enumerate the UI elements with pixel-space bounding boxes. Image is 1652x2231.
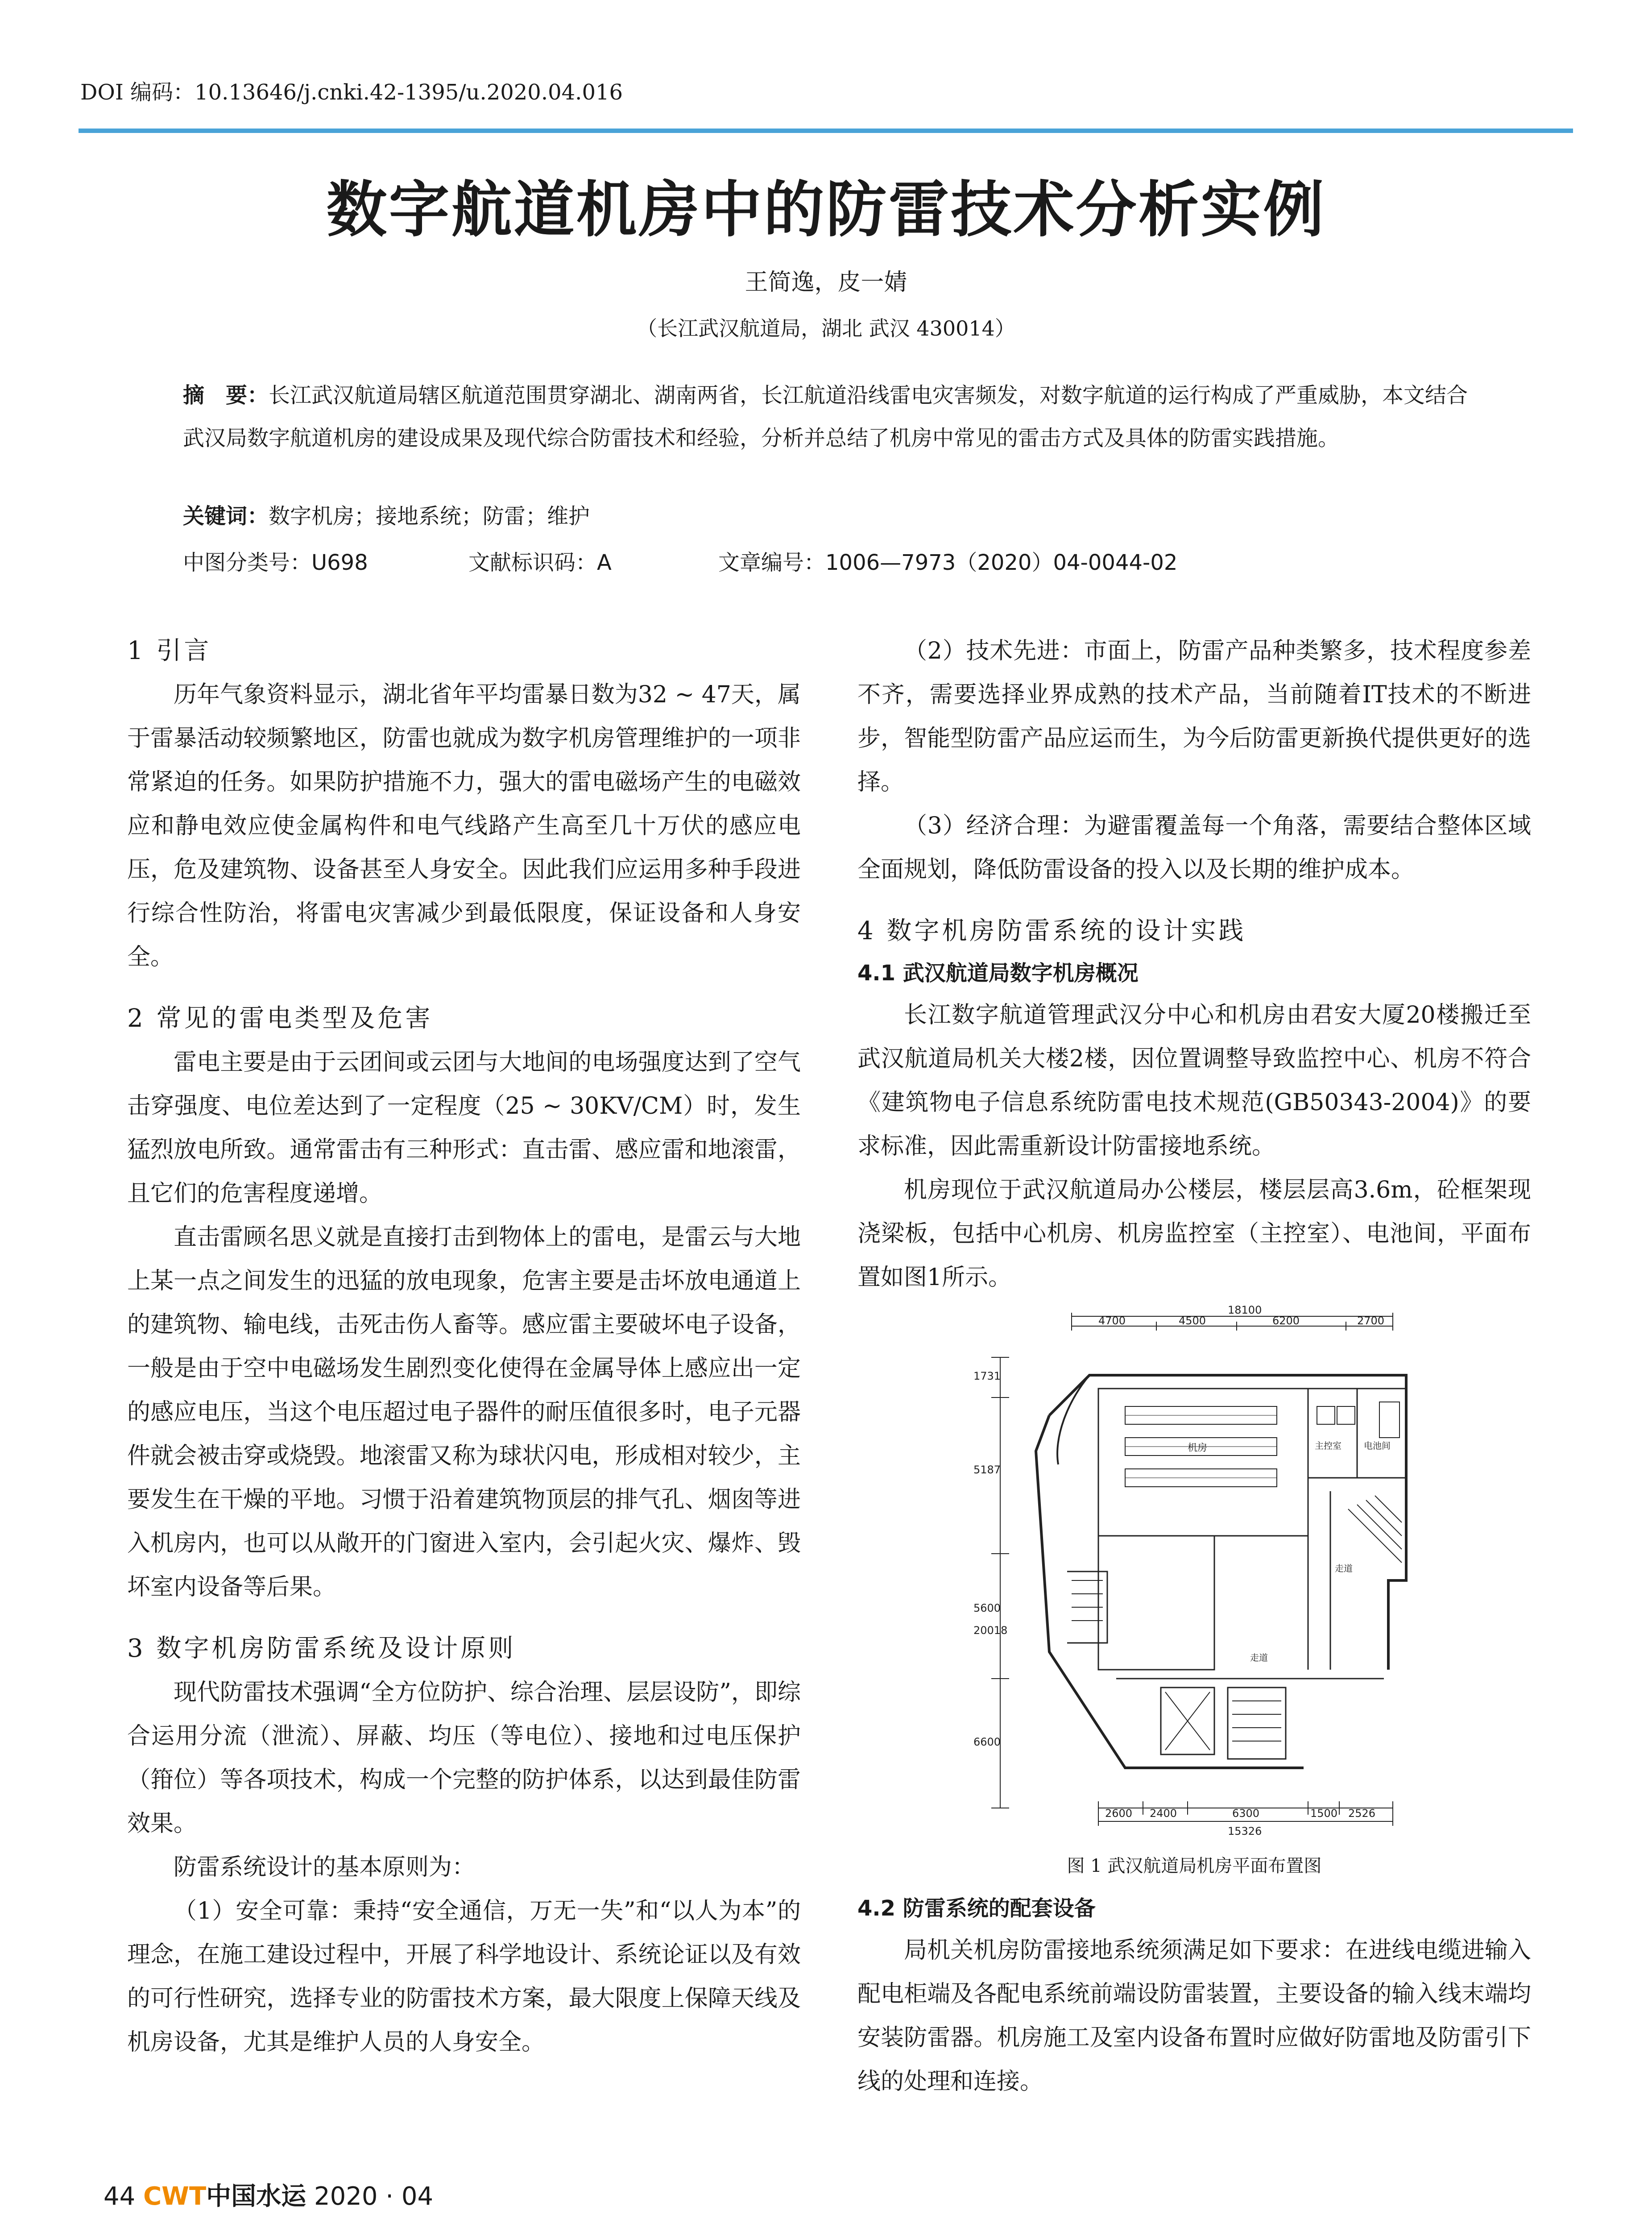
doc-code: 文献标识码：A (468, 550, 612, 575)
section-1-heading: 1 引言 (127, 636, 212, 665)
left-column (127, 629, 801, 2064)
abstract-text: 长江武汉航道局辖区航道范围贯穿湖北、湖南两省，长江航道沿线雷电灾害频发，对数字航道的运行构成了严重威胁，本文结合武汉局数字航道机房的建设成果及现代综合防雷技术和经验，分析并总结了机房中常见的雷击方式及具体的防雷实践措施。 (183, 383, 1468, 451)
keywords (183, 499, 1477, 530)
section-3-paragraph-2: 防雷系统设计的基本原则为： (174, 1854, 476, 1881)
corridor-label-2: 走道 (1250, 1652, 1268, 1663)
dim-bottom-2: 2400 (1150, 1807, 1177, 1820)
section-4-1-heading: 4.1 武汉航道局数字机房概况 (857, 961, 1139, 986)
journal-issue: 2020 · 04 (314, 2182, 434, 2211)
dim-total-top: 18100 (1228, 1304, 1262, 1316)
section-3-paragraph-5: （3）经济合理：为避雷覆盖每一个角落，需要结合整体区域全面规划，降低防雷设备的投入以及长期的维护成本。 (857, 813, 1531, 883)
section-4-1-paragraph-2: 机房现位于武汉航道局办公楼层，楼层层高3.6m，砼框架现浇梁板，包括中心机房、机房监控室（主控室）、电池间，平面布置如图1所示。 (857, 1177, 1531, 1291)
classification-line (183, 545, 1177, 576)
page-footer (104, 2177, 433, 2212)
section-2-paragraph-1: 雷电主要是由于云团间或云团与大地间的电场强度达到了空气击穿强度、电位差达到了一定程度（25 ~ 30KV/CM）时，发生猛烈放电所致。通常雷击有三种形式：直击雷、感应雷和地滚雷，且它们的危害程度递增。 (127, 1049, 801, 1207)
dim-top-1: 4700 (1098, 1315, 1126, 1327)
section-4-2-paragraph-1: 局机关机房防雷接地系统须满足如下要求：在进线电缆进输入配电柜端及各配电系统前端设防雷装置，主要设备的输入线末端均安装防雷器。机房施工及室内设备布置时应做好防雷地及防雷引下线的处理和连接。 (857, 1937, 1531, 2095)
dim-top-3: 6200 (1272, 1315, 1300, 1327)
floor-plan-drawing (857, 1304, 1531, 1848)
dim-left-2: 5187 (973, 1464, 1001, 1476)
section-2-paragraph-2: 直击雷顾名思义就是直接打击到物体上的雷电，是雷云与大地上某一点之间发生的迅猛的放电现象，危害主要是击坏放电通道上的建筑物、输电线，击死击伤人畜等。感应雷主要破坏电子设备，一般是由于空中电磁场发生剧烈变化使得在金属导体上感应出一定的感应电压，当这个电压超过电子器件的耐压值很多时，电子元器件就会被击穿或烧毁。地滚雷又称为球状闪电，形成相对较少，主要发生在干燥的平地。习惯于沿着建筑物顶层的排气孔、烟囱等进入机房内，也可以从敞开的门窗进入室内，会引起火灾、爆炸、毁坏室内设备等后果。 (127, 1224, 801, 1601)
dim-bottom-3: 6300 (1232, 1807, 1260, 1820)
dim-bottom-4: 1500 (1310, 1807, 1338, 1820)
dim-bottom-5: 2526 (1348, 1807, 1376, 1820)
dim-total-bottom: 15326 (1228, 1825, 1262, 1837)
section-3-paragraph-1: 现代防雷技术强调“全方位防护、综合治理、层层设防”，即综合运用分流（泄流）、屏蔽、均压（等电位）、接地和过电压保护（箝位）等各项技术，构成一个完整的防护体系，以达到最佳防雷效果。 (127, 1679, 801, 1837)
abstract (183, 374, 1477, 460)
right-column (857, 629, 1531, 2103)
section-3-paragraph-3: （1）安全可靠：秉持“安全通信，万无一失”和“以人为本”的理念，在施工建设过程中，开展了科学地设计、系统论证以及有效的可行性研究，选择专业的防雷技术方案，最大限度上保障天线及机房设备，尤其是维护人员的人身安全。 (127, 1898, 801, 2056)
article-title: 数字航道机房中的防雷技术分析实例 (326, 174, 1326, 245)
section-1-paragraph: 历年气象资料显示，湖北省年平均雷暴日数为32 ~ 47天，属于雷暴活动较频繁地区，防雷也就成为数字机房管理维护的一项非常紧迫的任务。如果防护措施不力，强大的雷电磁场产生的电磁效应和静电效应使金属构件和电气线路产生高至几十万伏的感应电压，危及建筑物、设备甚至人身安全。因此我们应运用多种手段进行综合性防治，将雷电灾害减少到最低限度，保证设备和人身安全。 (127, 681, 801, 970)
clc-number: 中图分类号：U698 (183, 550, 368, 575)
dim-left-1: 1731 (973, 1370, 1001, 1382)
section-4-1-paragraph-1: 长江数字航道管理武汉分中心和机房由君安大厦20楼搬迁至武汉航道局机关大楼2楼，因位置调整导致监控中心、机房不符合《建筑物电子信息系统防雷电技术规范(GB50343-2004)》的要求标准，因此需重新设计防雷接地系统。 (857, 1002, 1531, 1160)
dim-top-2: 4500 (1179, 1315, 1206, 1327)
dim-bottom-1: 2600 (1105, 1807, 1133, 1820)
page-number: 44 (104, 2182, 136, 2211)
article-authors: 王简逸，皮一婧 (745, 269, 907, 296)
section-2-heading: 2 常见的雷电类型及危害 (127, 1004, 433, 1033)
room-machine-label: 机房 (1188, 1443, 1208, 1454)
corridor-label-1: 走道 (1335, 1563, 1353, 1574)
doi-line: DOI 编码：10.13646/j.cnki.42-1395/u.2020.04.016 (80, 80, 623, 105)
keywords-label: 关键词： (183, 504, 269, 529)
keywords-text: 数字机房；接地系统；防雷；维护 (269, 504, 590, 529)
header-rule (79, 129, 1573, 133)
room-battery-label: 电池间 (1364, 1440, 1391, 1451)
figure-caption: 图 1 武汉航道局机房平面布置图 (1067, 1856, 1322, 1876)
journal-brand: CWT (143, 2182, 207, 2211)
abstract-label: 摘 要： (183, 383, 269, 408)
dim-left-4: 20018 (973, 1624, 1008, 1637)
dim-left-3: 5600 (973, 1602, 1001, 1614)
section-3-paragraph-4: （2）技术先进：市面上，防雷产品种类繁多，技术程度参差不齐，需要选择业界成熟的技术产品，当前随着IT技术的不断进步，智能型防雷产品应运而生，为今后防雷更新换代提供更好的选择。 (857, 638, 1531, 796)
room-control-label: 主控室 (1315, 1440, 1341, 1451)
dim-left-5: 6600 (973, 1736, 1001, 1748)
article-number: 文章编号：1006—7973（2020）04-0044-02 (718, 550, 1178, 575)
dim-top-4: 2700 (1357, 1315, 1385, 1327)
section-4-2-heading: 4.2 防雷系统的配套设备 (857, 1896, 1096, 1921)
journal-name: 中国水运 (206, 2181, 306, 2211)
section-3-heading: 3 数字机房防雷系统及设计原则 (127, 1634, 516, 1663)
article-affiliation: （长江武汉航道局，湖北 武汉 430014） (637, 316, 1015, 340)
section-4-heading: 4 数字机房防雷系统的设计实践 (857, 916, 1246, 945)
floor-plan-figure (857, 1304, 1531, 1848)
